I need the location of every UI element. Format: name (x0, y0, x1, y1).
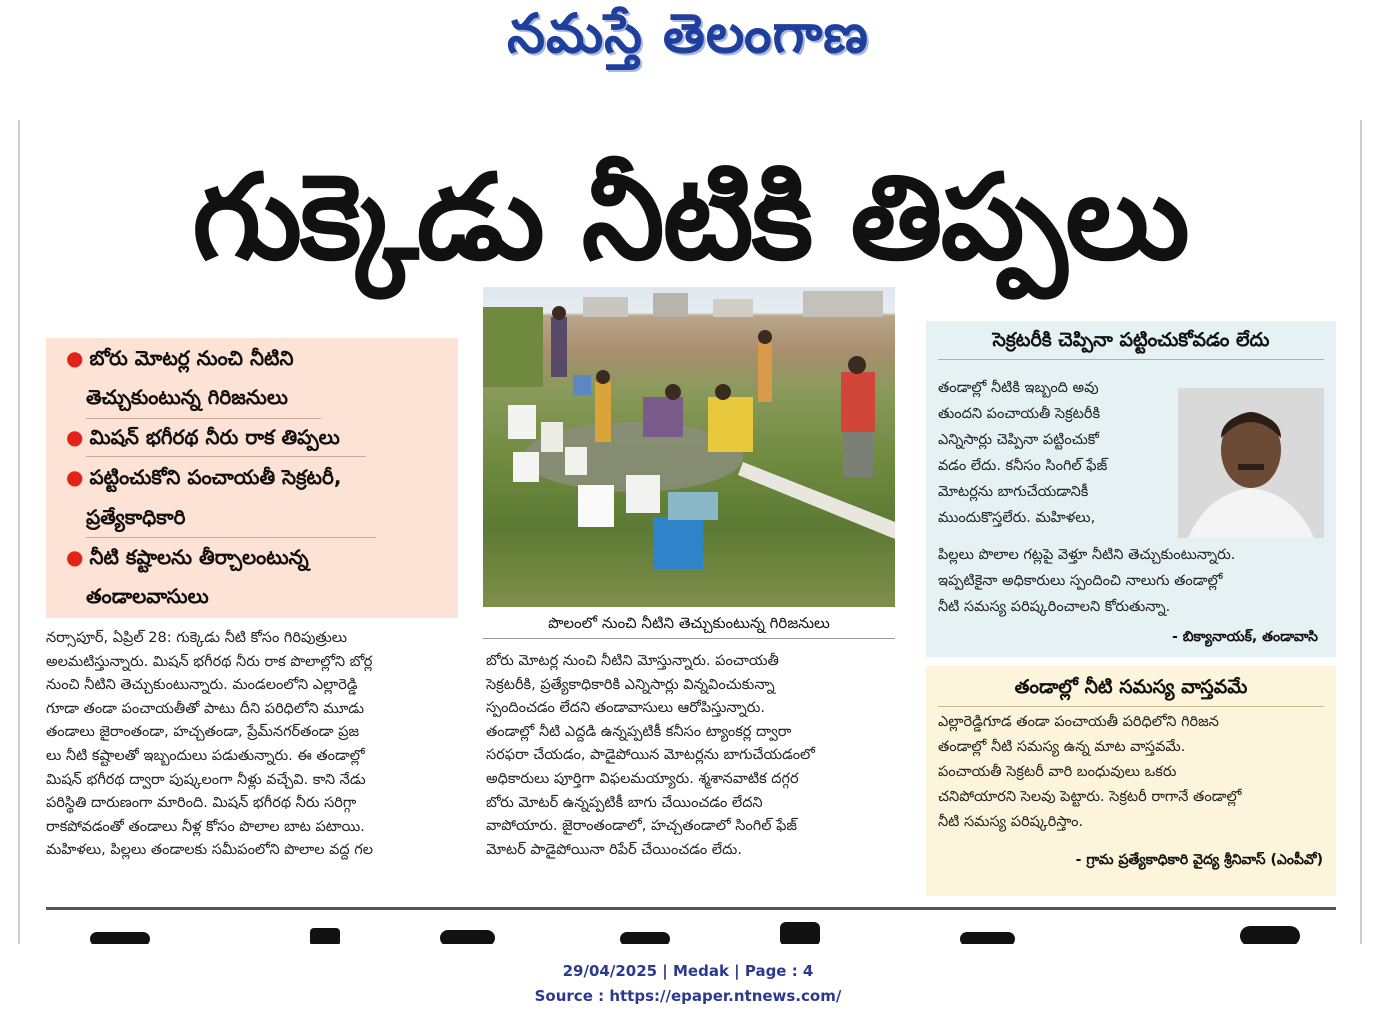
highlight-text: పట్టించుకోని పంచాయతీ సెక్రటరీ, (89, 465, 342, 489)
bullet-icon: ● (66, 346, 84, 370)
person-photo (1178, 388, 1324, 538)
bottom-divider (46, 907, 1336, 910)
body-line: మిషన్ భగీరథ ద్వారా పుష్కలంగా నీళ్లు వచ్చేవి. కాని నేడు (46, 771, 366, 788)
photo-illustration (483, 287, 895, 607)
body-line: సరఫరా చేయడం, పాడైపోయిన మోటర్లను బాగుచేయడంలో (486, 747, 815, 764)
box-line: పిల్లలు పొలాల గట్లపై వెళ్తూ నీటిని తెచ్చుకుంటున్నారు. (938, 547, 1236, 563)
box-title: తండాల్లో నీటి సమస్య వాస్తవమే (1014, 676, 1248, 698)
highlight-3-line1 (66, 462, 341, 492)
highlight-divider (86, 456, 366, 457)
box-text-full (938, 542, 1328, 620)
body-line: లు నీటి కష్టాలతో ఇబ్బందులు పడుతున్నారు. ఈ తండాల్లో (46, 747, 365, 764)
body-line: వాపోయారు. జైరాంతండాలో, హచ్చతండాలో సింగిల్ ఫేజ్ (486, 818, 798, 835)
box-divider (938, 359, 1324, 360)
body-line: అధికారులు పూర్తిగా విఫలమయ్యారు. శ్మశానవాటిక దగ్గర (486, 770, 799, 787)
footer-date-edition: 29/04/2025 | Medak | Page : 4 (562, 962, 814, 980)
box-line: తుందని పంచాయతీ సెక్రటరీకి (938, 406, 1101, 422)
body-line: మోటర్ పాడైపోయినా రిపేర్ చేయించడం లేదు. (486, 841, 742, 858)
body-line: పరిస్థితి దారుణంగా మారింది. మిషన్ భగీరథ నీరు సరిగ్గా (46, 795, 357, 812)
cropped-text-shapes (60, 920, 1320, 944)
portrait-illustration (1178, 388, 1324, 538)
body-line: బోరు మోటర్ ఉన్నప్పటికీ బాగు చేయించడం లేదని (486, 794, 763, 811)
highlight-text: నీటి కష్టాలను తీర్చాలంటున్న (89, 545, 309, 569)
next-article-cropped (60, 920, 1320, 944)
footer-source-link[interactable]: Source : https://epaper.ntnews.com/ (534, 987, 842, 1005)
box-line: చనిపోయారని సెలవు పెట్టారు. సెక్రటరీ రాగానే తండాల్లో (938, 789, 1242, 805)
box-line: ఎల్లారెడ్డిగూడ తండా పంచాయతీ పరిధిలోని గిరిజన (938, 714, 1219, 730)
photo-caption: పొలంలో నుంచి నీటిని తెచ్చుకుంటున్న గిరిజనులు (483, 608, 895, 639)
box-line: వడం లేదు. కనీసం సింగిల్ ఫేజ్ (938, 458, 1108, 474)
box-text-short (938, 375, 1170, 531)
body-line: స్పందించడం లేదని తండావాసులు ఆరోపిస్తున్నారు. (486, 700, 765, 717)
highlight-divider (86, 418, 321, 419)
box-signoff: - బిక్యానాయక్, తండావాసి (1172, 629, 1318, 645)
body-line: మహిళలు, పిల్లలు తండాలకు సమీపంలోని పొలాల వద్ద గల (46, 842, 373, 859)
box-divider (938, 706, 1324, 707)
box-text (938, 710, 1328, 835)
highlight-2-line1 (66, 422, 340, 452)
box-line: తండాల్లో నీటికి ఇబ్బంది అవు (938, 380, 1099, 396)
box-title: సెక్రటరీకి చెప్పినా పట్టించుకోవడం లేదు (992, 329, 1270, 351)
box-line: ఎన్నిసార్లు చెప్పినా పట్టించుకో (938, 432, 1099, 448)
highlight-4-line2: తండాలవాసులు (86, 584, 209, 608)
highlight-divider (86, 537, 376, 538)
box-line: ముందుకొస్తలేరు. మహిళలు, (938, 510, 1096, 526)
box-line: తండాల్లో నీటి సమస్య ఉన్న మాట వాస్తవమే. (938, 739, 1186, 755)
box-signoff: - గ్రామ ప్రత్యేకాధికారి వైద్య శ్రీనివాస్ (ఎంపీవో) (1075, 852, 1323, 868)
box-line: నీటి సమస్య పరిష్కరించాలని కోరుతున్నా. (938, 599, 1171, 615)
body-line: తండాల్లో నీటి ఎద్దడి ఉన్నప్పటికీ కనీసం ట్యాంకర్ల ద్వారా (486, 723, 792, 740)
body-line: గూడా తండా పంచాయతీతో పాటు దీని పరిధిలోని మూడు (46, 700, 365, 717)
highlight-3-line2: ప్రత్యేకాధికారి (86, 505, 186, 529)
bullet-icon: ● (66, 465, 84, 489)
highlight-1-line1 (66, 343, 293, 373)
bullet-icon: ● (66, 545, 84, 569)
official-quote-box (926, 666, 1336, 896)
box-line: నీటి సమస్య పరిష్కరిస్తాం. (938, 814, 1084, 830)
masthead (0, 0, 1376, 80)
body-line: నుంచి నీటిని తెచ్చుకుంటున్నారు. మండలంలోని ఎల్లారెడ్డి (46, 677, 358, 694)
body-column-middle (486, 650, 898, 862)
body-line: రాకపోవడంతో తండాలు నీళ్ల కోసం పొలాల బాట పటాయి. (46, 818, 365, 835)
body-line: బోరు మోటర్ల నుంచి నీటిని మోస్తున్నారు. పంచాయతీ (486, 653, 779, 669)
highlight-1-line2: తెచ్చుకుంటున్న గిరిజనులు (86, 385, 288, 409)
highlights-box (46, 338, 458, 618)
body-line: తండాలు జైరాంతండా, హచ్చతండా, ప్రేమ్‌నగర్‌తండా ప్రజ (46, 724, 360, 741)
body-column-left (46, 627, 458, 863)
highlight-text: బోరు మోటర్ల నుంచి నీటిని (89, 346, 294, 370)
box-line: పంచాయతీ సెక్రటరీ వారి బంధువులు ఒకరు (938, 764, 1177, 780)
box-line: మోటర్లను బాగుచేయడానికీ (938, 484, 1089, 500)
headline: గుక్కెడు నీటికి తిప్పలు (192, 148, 1188, 286)
bullet-icon: ● (66, 425, 84, 449)
body-line: నర్సాపూర్, ఏప్రిల్ 28: గుక్కెడు నీటి కోసం గిరిపుత్రులు (46, 630, 348, 646)
highlight-4-line1 (66, 542, 309, 572)
news-photo (483, 287, 895, 607)
masthead-title: నమస్తే తెలంగాణ (507, 2, 869, 65)
highlight-text: మిషన్ భగీరథ నీరు రాక తిప్పలు (89, 425, 340, 449)
box-line: ఇప్పటికైనా అధికారులు స్పందించి నాలుగు తండాల్లో (938, 573, 1223, 589)
body-line: సెక్రటరీకి, ప్రత్యేకాధికారికి ఎన్నిసార్లు విన్నవించుకున్నా (486, 676, 775, 693)
body-line: అలమటిస్తున్నారు. మిషన్ భగీరథ నీరు రాక పొలాల్లోని బోర్ల (46, 653, 373, 670)
